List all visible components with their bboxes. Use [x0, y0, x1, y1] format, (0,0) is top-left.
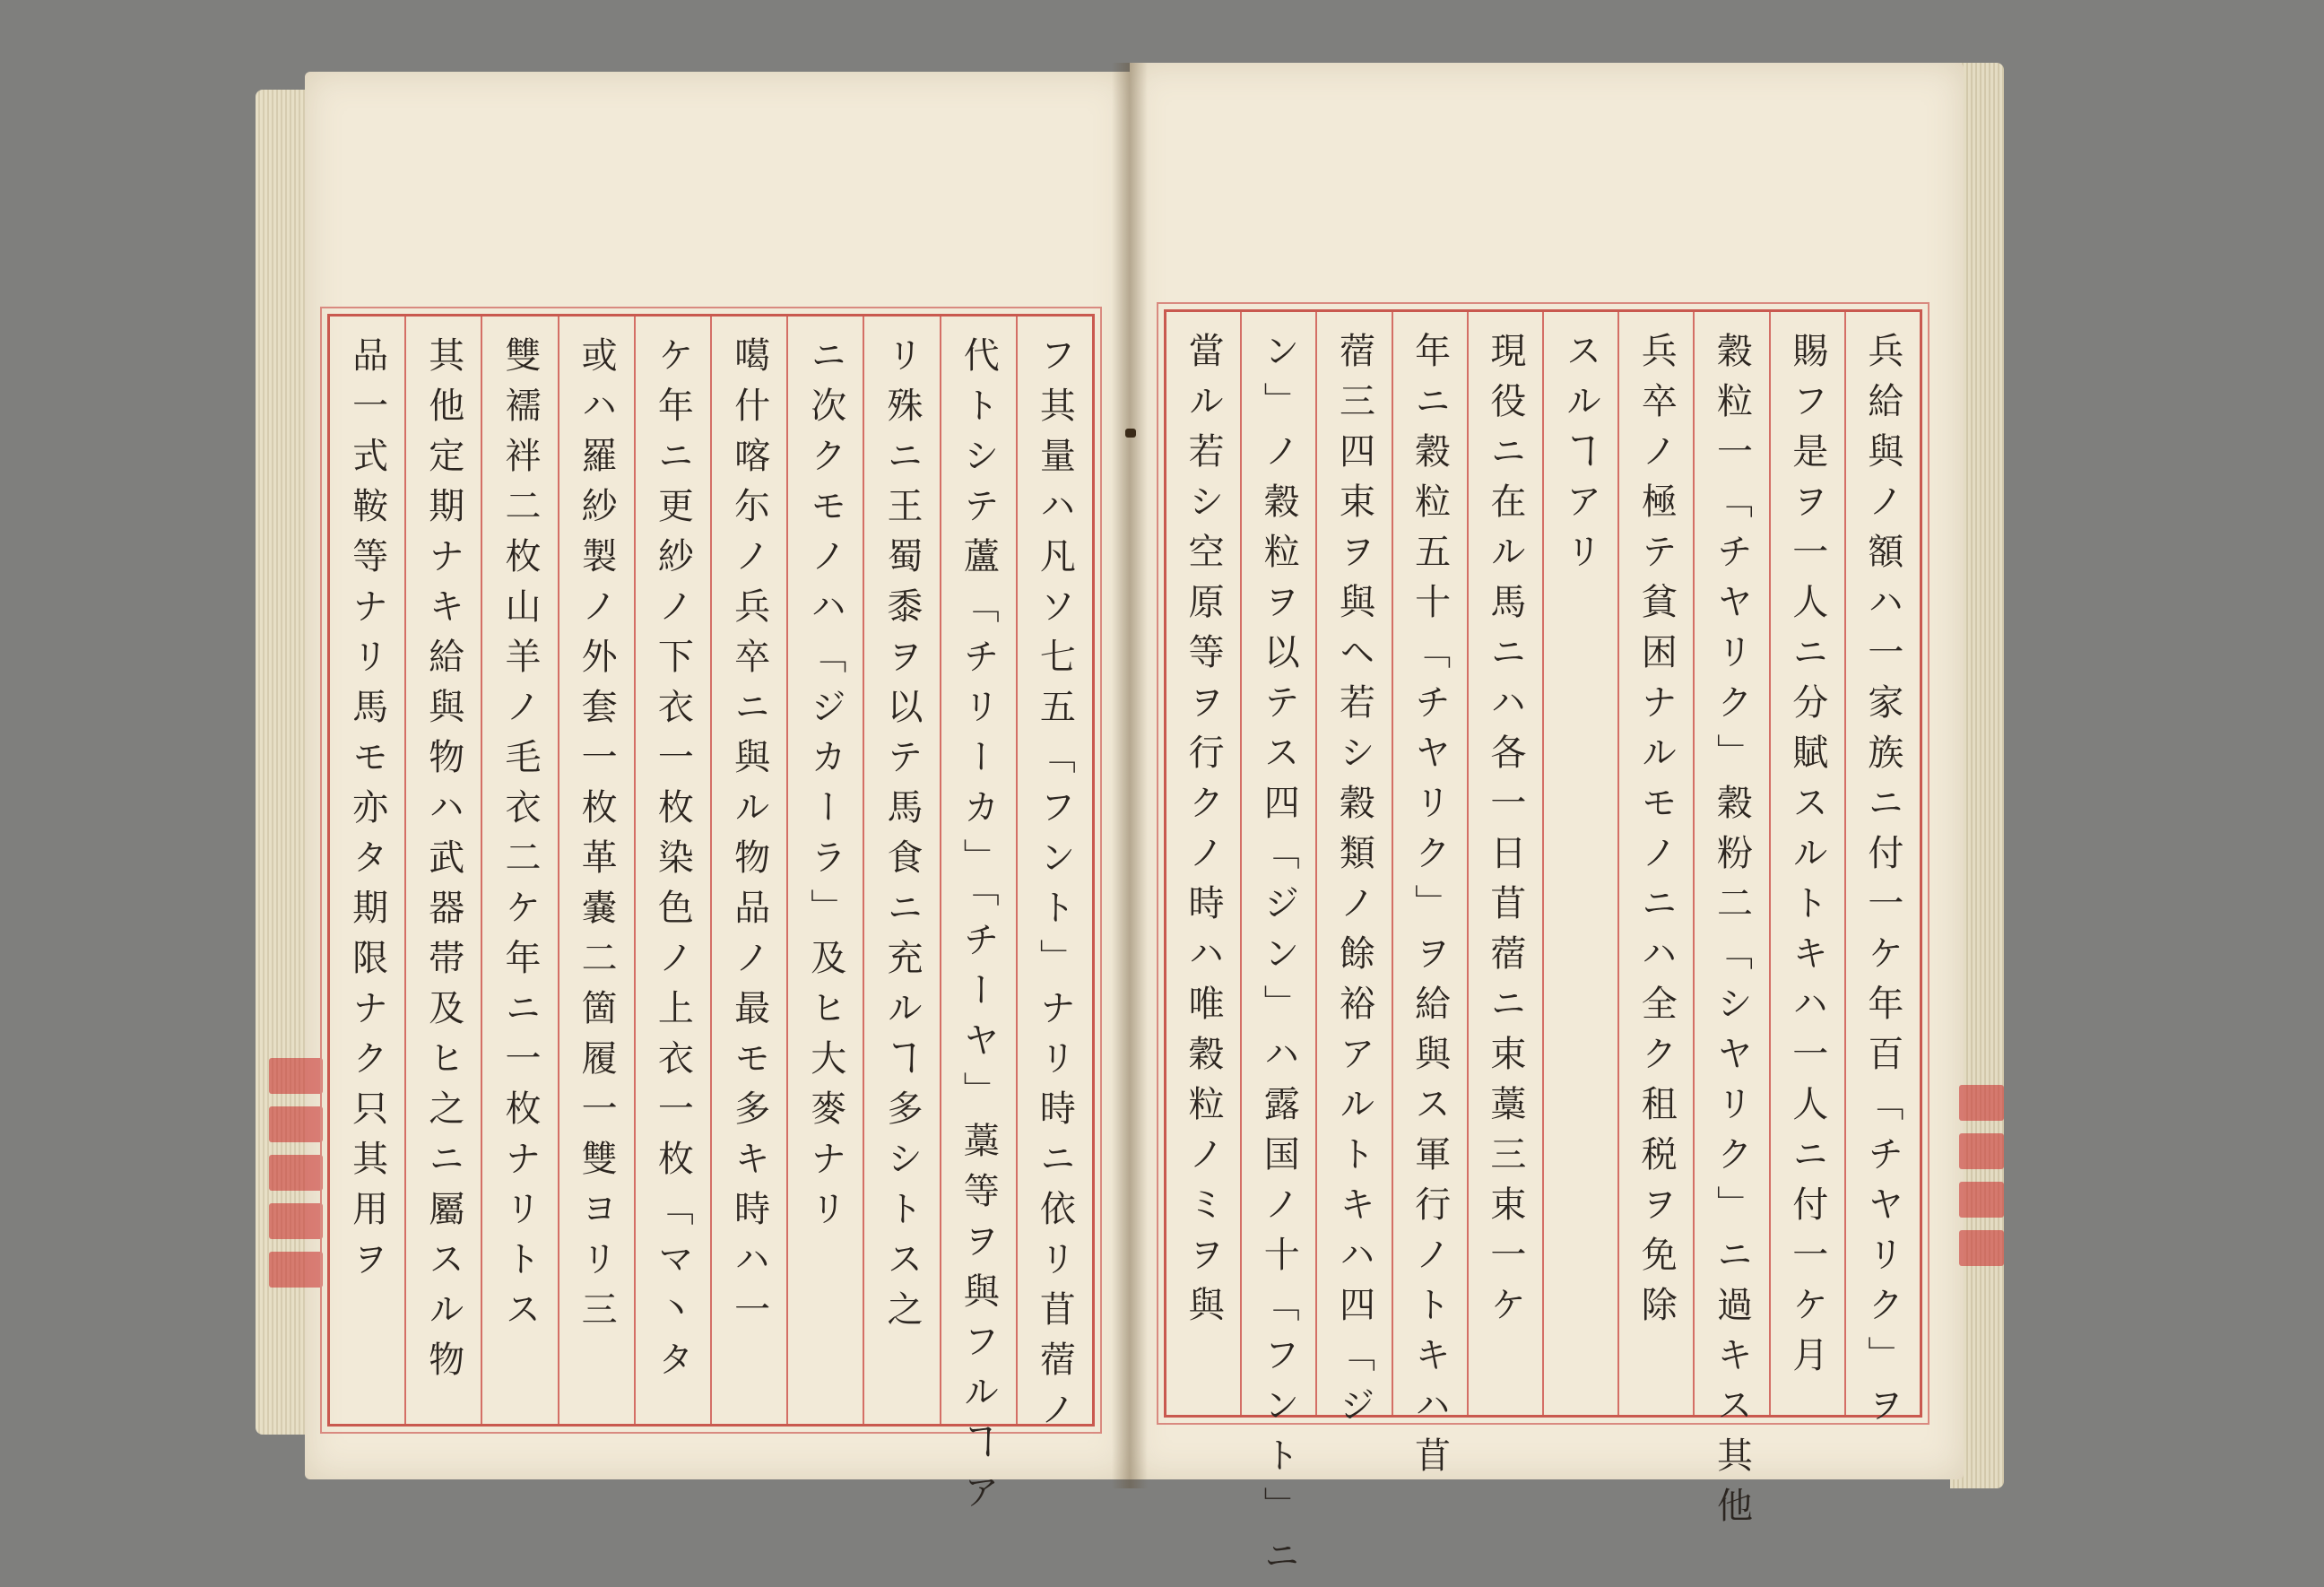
- text-column: [1166, 312, 1240, 1415]
- text-column: [1542, 312, 1617, 1415]
- column-text: 兵給與ノ額ハ一家族ニ付一ケ年百「チヤリク」ヲ: [1861, 332, 1903, 1436]
- book-gutter: [1112, 63, 1148, 1488]
- column-text: ニ次クモノハ「ジカーラ」及ヒ大麥ナリ: [804, 336, 846, 1240]
- column-text: フ其量ハ凡ソ七五「フント」ナリ時ニ依リ苜蓿ノ: [1034, 336, 1076, 1441]
- column-text: 穀粒一「チヤリク」穀粉二「シヤリク」ニ過キス其他: [1711, 332, 1753, 1537]
- column-text: 雙襦袢二枚山羊ノ毛衣二ケ年ニ一枚ナリトス: [499, 336, 541, 1340]
- text-column: [863, 317, 939, 1424]
- text-column: [1315, 312, 1391, 1436]
- right-edge-red-stamp: [1959, 1085, 2004, 1279]
- text-column: [1617, 312, 1693, 1415]
- column-text: 賜フ是ヲ一人ニ分賦スルトキハ一人ニ付一ケ月: [1786, 332, 1828, 1386]
- text-column: [1769, 312, 1844, 1415]
- column-text: 或ハ羅紗製ノ外套一枚革嚢二箇履一雙ヨリ三: [576, 336, 618, 1340]
- text-column: [481, 317, 557, 1424]
- text-column: [1693, 312, 1768, 1537]
- binding-thread: [1125, 429, 1136, 438]
- text-column: [558, 317, 634, 1424]
- text-column: [786, 317, 863, 1424]
- text-column: [1467, 312, 1542, 1415]
- column-text: 噶什喀尓ノ兵卒ニ與ル物品ノ最モ多キ時ハ一: [728, 336, 770, 1340]
- left-text-frame: [327, 314, 1095, 1523]
- text-column: [940, 317, 1016, 1523]
- text-column: [710, 317, 786, 1424]
- column-text: 當ル若シ空原等ヲ行クノ時ハ唯穀粒ノミヲ與: [1183, 332, 1225, 1336]
- column-text: スルヿアリ: [1560, 332, 1602, 583]
- column-text: ケ年ニ更紗ノ下衣一枚染色ノ上衣一枚「マ丶タ: [652, 336, 694, 1391]
- column-text: 現役ニ在ル馬ニハ各一日苜蓿ニ束藁三束一ケ: [1484, 332, 1526, 1336]
- column-text: 蓿三四束ヲ與ヘ若シ穀類ノ餘裕アルトキハ四「ジ: [1333, 332, 1375, 1436]
- column-text: 品一式鞍等ナリ馬モ亦タ期限ナク只其用ヲ: [346, 336, 388, 1290]
- text-column: [634, 317, 710, 1424]
- text-column: [1392, 312, 1467, 1487]
- column-text: 兵卒ノ極テ貧困ナルモノニハ全ク租税ヲ免除: [1635, 332, 1678, 1336]
- column-text: 其他定期ナキ給與物ハ武器帯及ヒ之ニ屬スル物: [422, 336, 464, 1391]
- column-text: 年ニ穀粒五十「チヤリク」ヲ給與ス軍行ノトキハ苜: [1409, 332, 1451, 1487]
- text-column: [404, 317, 481, 1424]
- column-text: ン」ノ穀粒ヲ以テス四「ジン」ハ露国ノ十「フント」ニ: [1258, 332, 1300, 1587]
- column-text: 代トシテ蘆「チリーカ」「チーヤ」藁等ヲ與フルヿア: [958, 336, 1000, 1523]
- right-text-frame: [1164, 309, 1922, 1587]
- left-edge-red-stamp: [269, 1058, 323, 1300]
- text-column: [1016, 317, 1092, 1441]
- text-column: [1240, 312, 1315, 1587]
- text-column: [330, 317, 404, 1424]
- column-text: リ殊ニ王蜀黍ヲ以テ馬食ニ充ルヿ多シトス之: [880, 336, 923, 1340]
- text-column: [1844, 312, 1920, 1436]
